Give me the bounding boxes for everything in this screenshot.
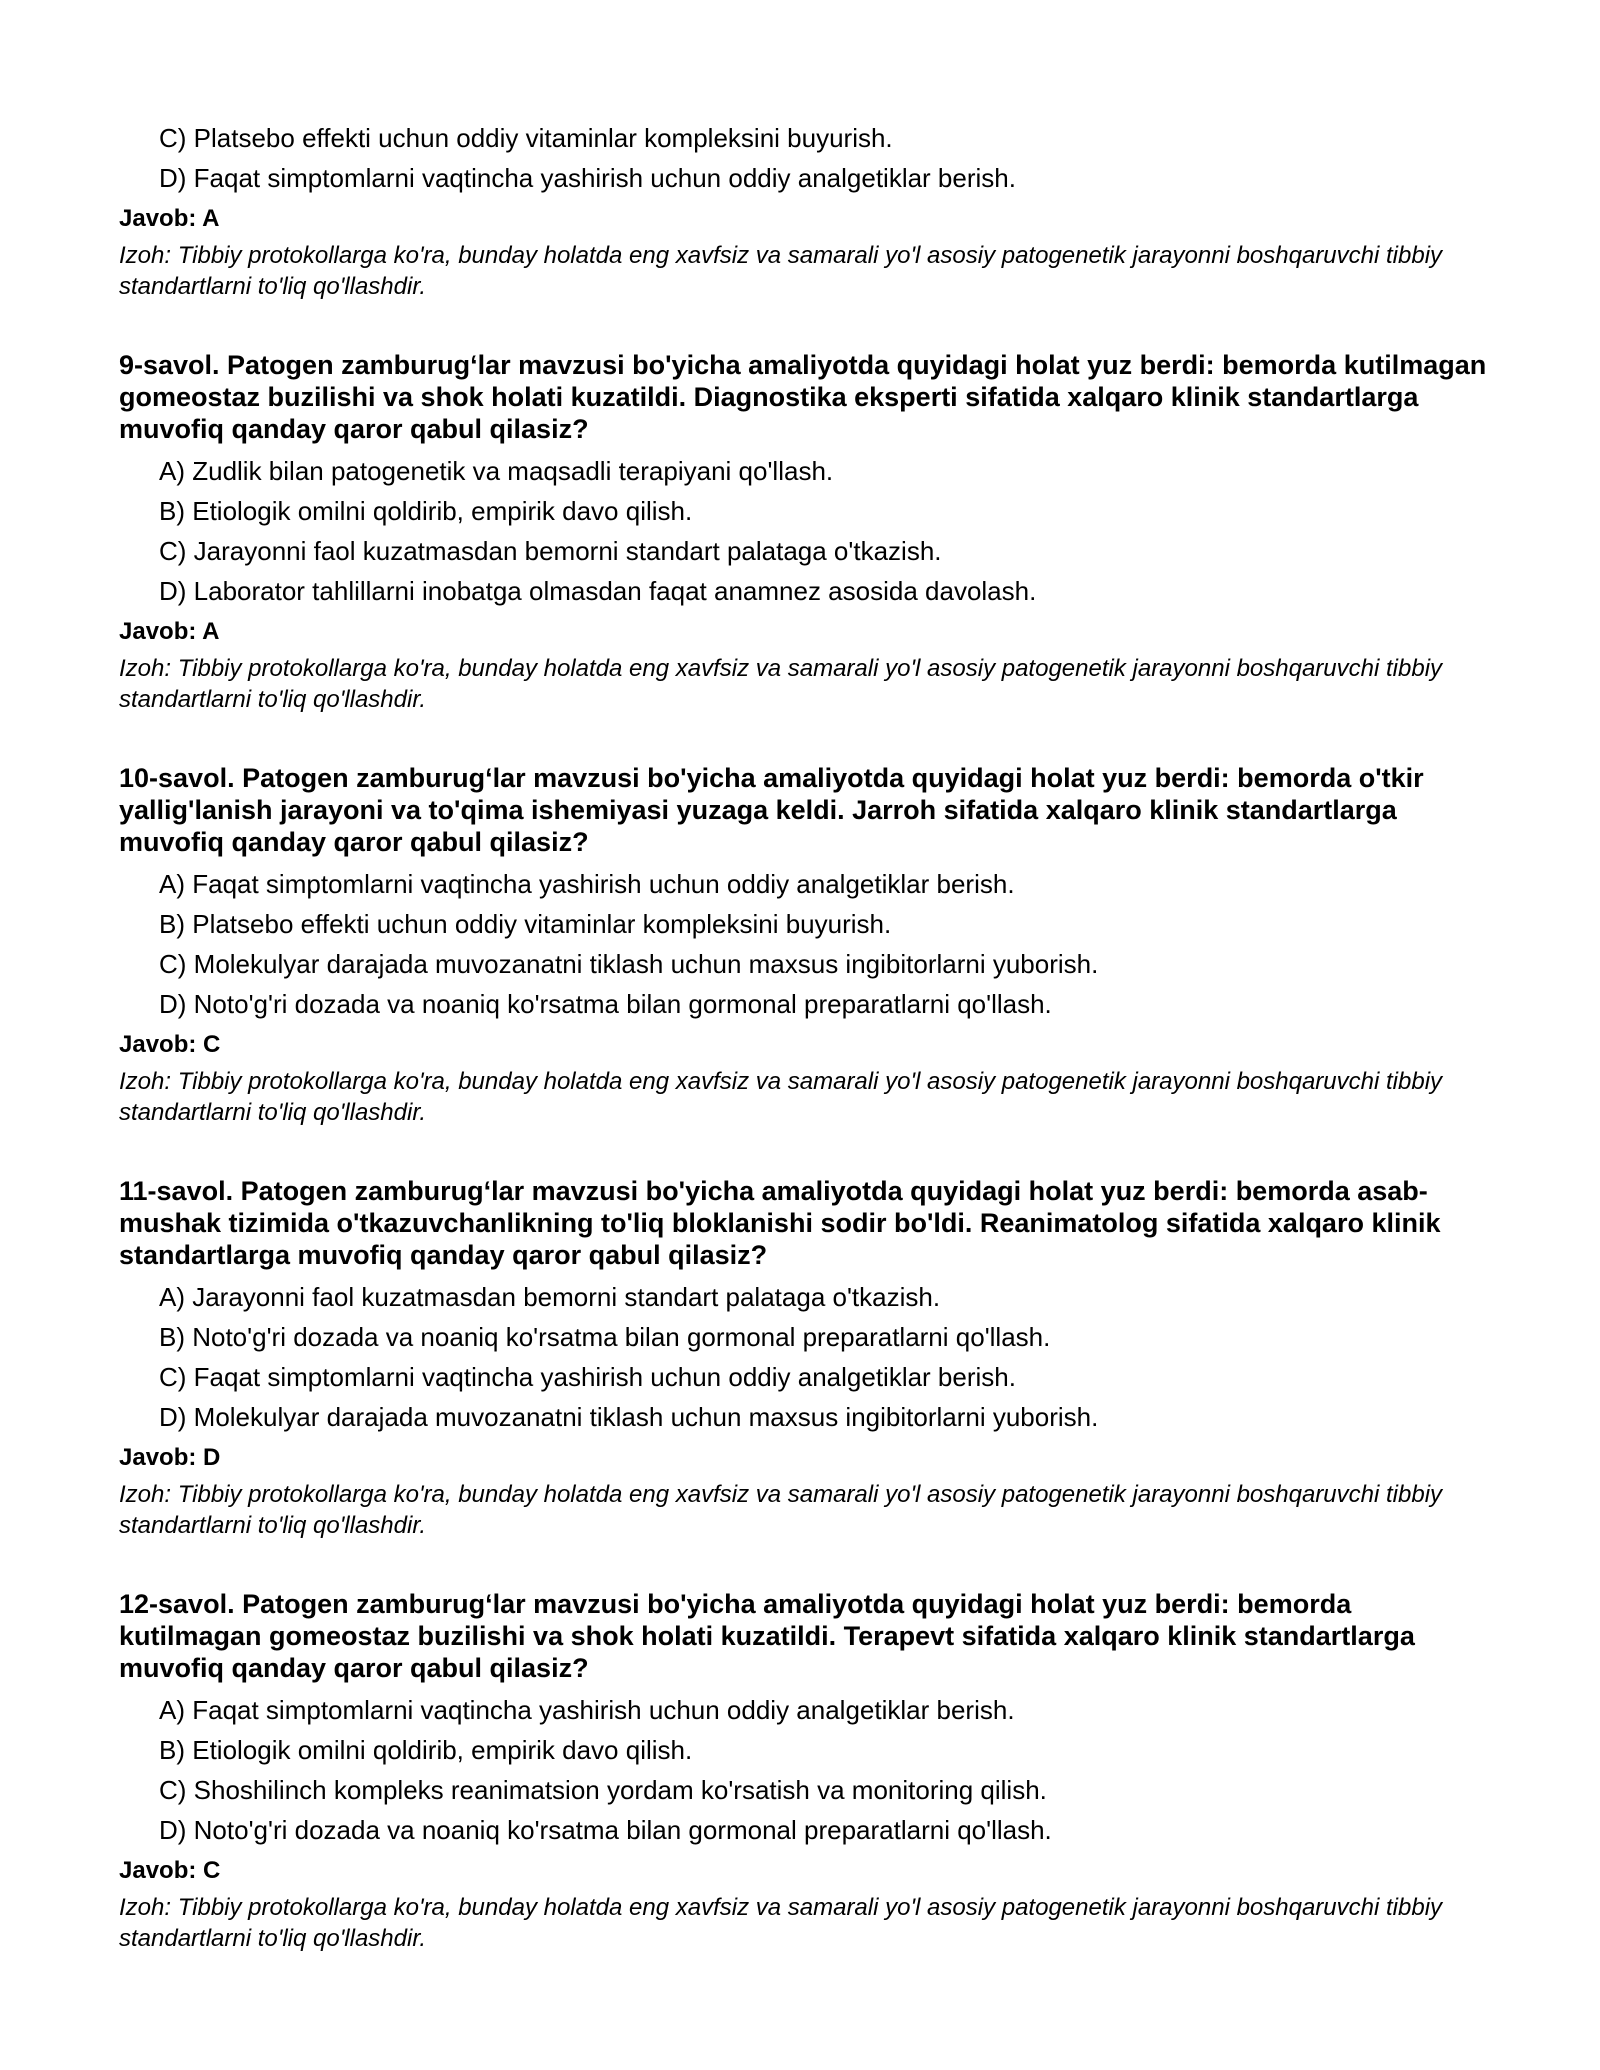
answer-key: Javob: A: [119, 205, 220, 232]
answer-key: Javob: C: [119, 1031, 221, 1058]
explanation-note: Izoh: Tibbiy protokollarga ko'ra, bunday holatda eng xavfsiz va samarali yo'l asosiy patogenetik jarayonni boshqaruvchi tibbiy standartlarni to'liq qo'llashdir.: [119, 1481, 1443, 1539]
answer-key: Javob: D: [119, 1444, 221, 1471]
question-block-continued: [119, 118, 1494, 302]
question-block: [119, 349, 1494, 715]
document-page: [119, 118, 1494, 1954]
answer-option: D) Noto'g'ri dozada va noaniq ko'rsatma bilan gormonal preparatlarni qo'llash.: [159, 1815, 1052, 1845]
explanation-note: Izoh: Tibbiy protokollarga ko'ra, bunday holatda eng xavfsiz va samarali yo'l asosiy patogenetik jarayonni boshqaruvchi tibbiy standartlarni to'liq qo'llashdir.: [119, 1068, 1443, 1126]
answer-option: C) Molekulyar darajada muvozanatni tiklash uchun maxsus ingibitorlarni yuborish.: [159, 949, 1099, 979]
answer-option: C) Platsebo effekti uchun oddiy vitaminlar kompleksini buyurish.: [159, 123, 893, 153]
question-text: 10-savol. Patogen zamburug‘lar mavzusi bo'yicha amaliyotda quyidagi holat yuz berdi: bemorda o'tkir yallig'lanish jarayoni va to'qima ishemiyasi yuzaga keldi. Jarroh sifatida xalqaro klinik standartlarga muvofiq qanday qaror qabul qilasiz?: [119, 763, 1424, 857]
explanation-note: Izoh: Tibbiy protokollarga ko'ra, bunday holatda eng xavfsiz va samarali yo'l asosiy patogenetik jarayonni boshqaruvchi tibbiy standartlarni to'liq qo'llashdir.: [119, 1894, 1443, 1952]
answer-option: D) Laborator tahlillarni inobatga olmasdan faqat anamnez asosida davolash.: [159, 576, 1037, 606]
explanation-note: Izoh: Tibbiy protokollarga ko'ra, bunday holatda eng xavfsiz va samarali yo'l asosiy patogenetik jarayonni boshqaruvchi tibbiy standartlarni to'liq qo'llashdir.: [119, 655, 1443, 713]
answer-option: D) Molekulyar darajada muvozanatni tiklash uchun maxsus ingibitorlarni yuborish.: [159, 1402, 1099, 1432]
question-block: [119, 1588, 1494, 1954]
answer-option: B) Etiologik omilni qoldirib, empirik davo qilish.: [159, 1735, 693, 1765]
question-text: 9-savol. Patogen zamburug‘lar mavzusi bo'yicha amaliyotda quyidagi holat yuz berdi: bemorda kutilmagan gomeostaz buzilishi va shok holati kuzatildi. Diagnostika eksperti sifatida xalqaro klinik standartlarga muvofiq qanday qaror qabul qilasiz?: [119, 350, 1487, 444]
answer-key: Javob: A: [119, 618, 220, 645]
question-block: [119, 1175, 1494, 1541]
answer-option: D) Noto'g'ri dozada va noaniq ko'rsatma bilan gormonal preparatlarni qo'llash.: [159, 989, 1052, 1019]
answer-option: B) Platsebo effekti uchun oddiy vitaminlar kompleksini buyurish.: [159, 909, 892, 939]
answer-option: A) Jarayonni faol kuzatmasdan bemorni standart palataga o'tkazish.: [159, 1282, 941, 1312]
answer-key: Javob: C: [119, 1857, 221, 1884]
answer-option: C) Shoshilinch kompleks reanimatsion yordam ko'rsatish va monitoring qilish.: [159, 1775, 1047, 1805]
answer-option: A) Zudlik bilan patogenetik va maqsadli terapiyani qo'llash.: [159, 456, 834, 486]
answer-option: C) Jarayonni faol kuzatmasdan bemorni standart palataga o'tkazish.: [159, 536, 942, 566]
question-block: [119, 762, 1494, 1128]
answer-option: A) Faqat simptomlarni vaqtincha yashirish uchun oddiy analgetiklar berish.: [159, 869, 1015, 899]
answer-option: B) Etiologik omilni qoldirib, empirik davo qilish.: [159, 496, 693, 526]
answer-option: A) Faqat simptomlarni vaqtincha yashirish uchun oddiy analgetiklar berish.: [159, 1695, 1015, 1725]
question-text: 12-savol. Patogen zamburug‘lar mavzusi bo'yicha amaliyotda quyidagi holat yuz berdi: bemorda kutilmagan gomeostaz buzilishi va shok holati kuzatildi. Terapevt sifatida xalqaro klinik standartlarga muvofiq qanday qaror qabul qilasiz?: [119, 1589, 1415, 1683]
answer-option: C) Faqat simptomlarni vaqtincha yashirish uchun oddiy analgetiklar berish.: [159, 1362, 1016, 1392]
answer-option: D) Faqat simptomlarni vaqtincha yashirish uchun oddiy analgetiklar berish.: [159, 163, 1016, 193]
answer-option: B) Noto'g'ri dozada va noaniq ko'rsatma bilan gormonal preparatlarni qo'llash.: [159, 1322, 1051, 1352]
explanation-note: Izoh: Tibbiy protokollarga ko'ra, bunday holatda eng xavfsiz va samarali yo'l asosiy patogenetik jarayonni boshqaruvchi tibbiy standartlarni to'liq qo'llashdir.: [119, 242, 1443, 300]
question-text: 11-savol. Patogen zamburug‘lar mavzusi bo'yicha amaliyotda quyidagi holat yuz berdi: bemorda asab-mushak tizimida o'tkazuvchanlikning to'liq bloklanishi sodir bo'ldi. Reanimatolog sifatida xalqaro klinik standartlarga muvofiq qanday qaror qabul qilasiz?: [119, 1176, 1441, 1270]
